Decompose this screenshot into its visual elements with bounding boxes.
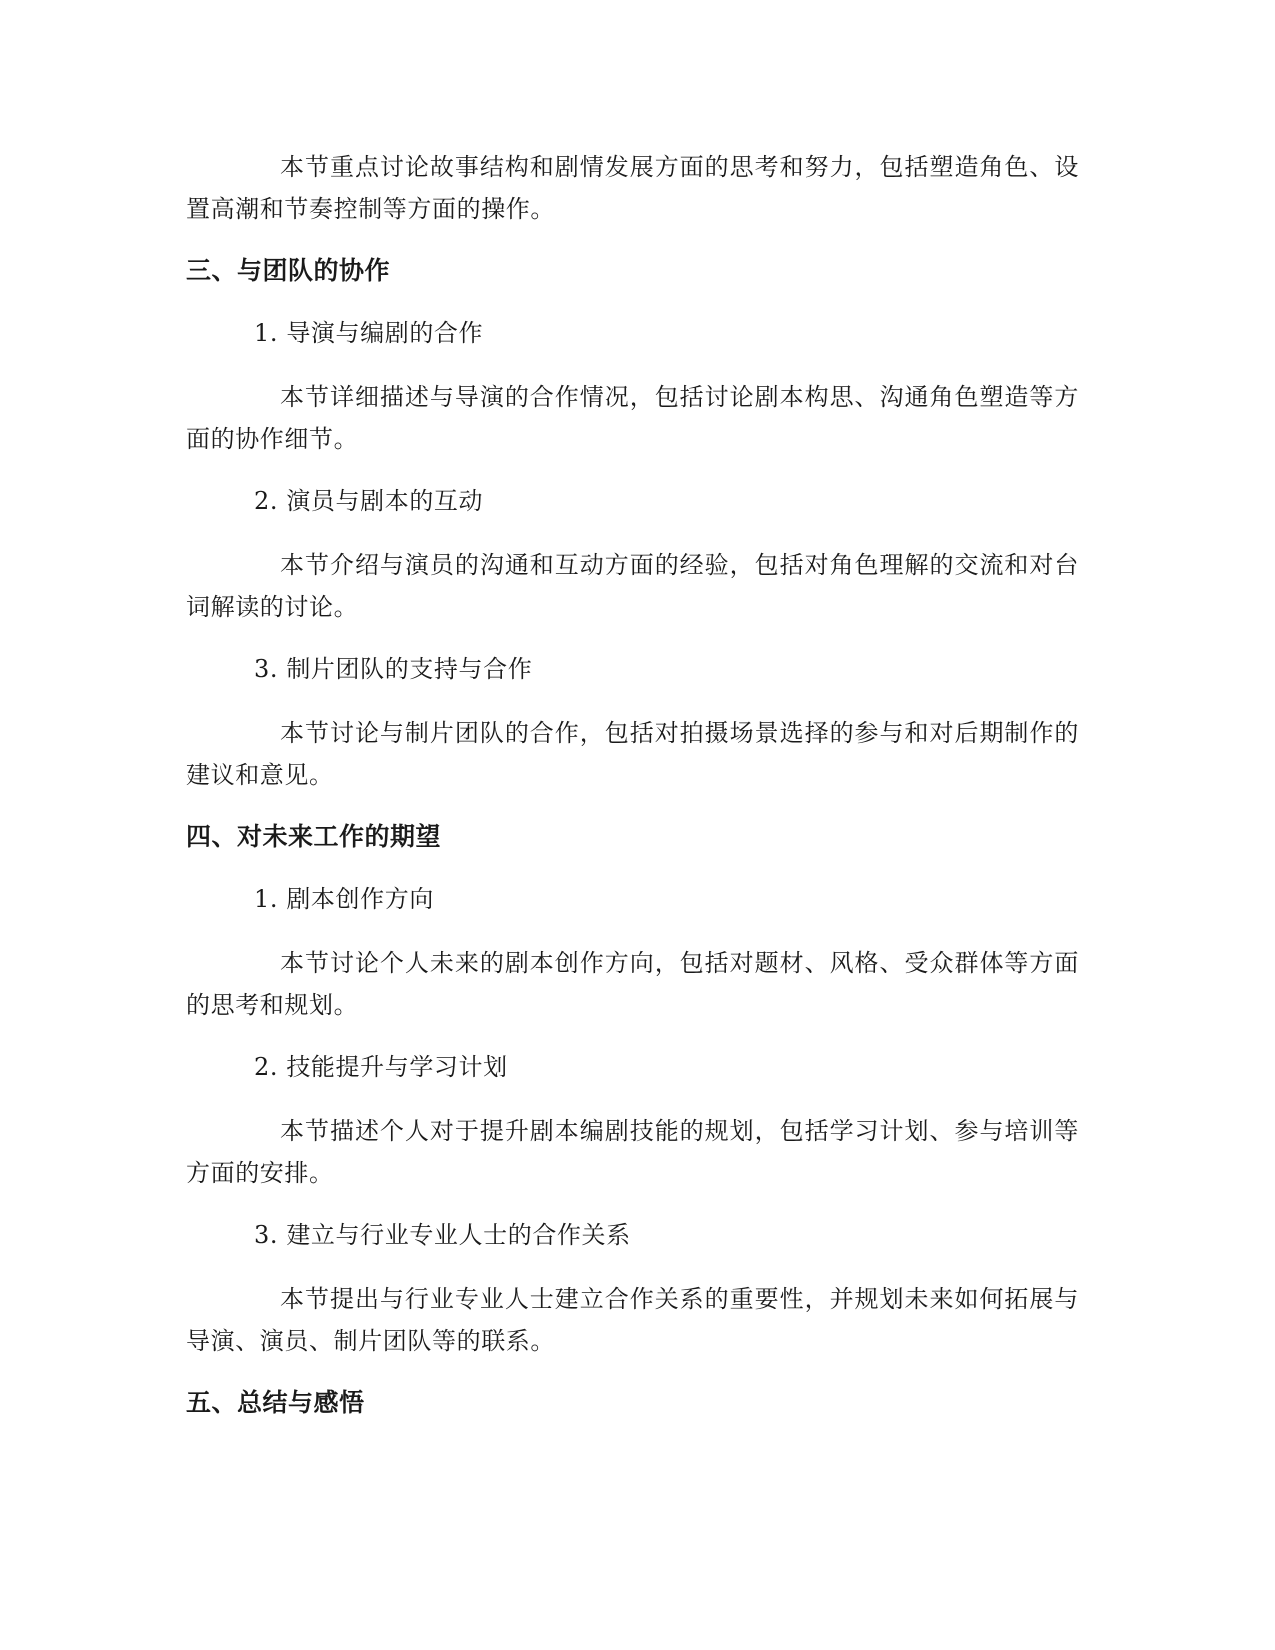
- subsection-director-writer: 1. 导演与编剧的合作: [254, 319, 484, 347]
- paragraph-creative-direction: 本节讨论个人未来的剧本创作方向，包括对题材、风格、受众群体等方面的思考和规划。: [186, 949, 1079, 1019]
- paragraph-actor-interaction: 本节介绍与演员的沟通和互动方面的经验，包括对角色理解的交流和对台词解读的讨论。: [186, 551, 1079, 621]
- subsection-skill-improvement: 2. 技能提升与学习计划: [254, 1053, 508, 1081]
- paragraph-story-structure: 本节重点讨论故事结构和剧情发展方面的思考和努力，包括塑造角色、设置高潮和节奏控制等方面的操作。: [186, 153, 1079, 223]
- subsection-production-team: 3. 制片团队的支持与合作: [254, 655, 533, 683]
- subsection-actor-script: 2. 演员与剧本的互动: [254, 487, 484, 515]
- subsection-industry-relations: 3. 建立与行业专业人士的合作关系: [254, 1221, 631, 1249]
- section-heading-summary: 五、总结与感悟: [186, 1388, 365, 1417]
- section-heading-team-collaboration: 三、与团队的协作: [186, 256, 391, 285]
- section-heading-future-expectations: 四、对未来工作的期望: [186, 822, 442, 851]
- paragraph-skill-improvement: 本节描述个人对于提升剧本编剧技能的规划，包括学习计划、参与培训等方面的安排。: [186, 1117, 1079, 1187]
- paragraph-director-collaboration: 本节详细描述与导演的合作情况，包括讨论剧本构思、沟通角色塑造等方面的协作细节。: [186, 383, 1079, 453]
- document-page: [186, 146, 1079, 1446]
- subsection-creative-direction: 1. 剧本创作方向: [254, 885, 434, 913]
- paragraph-production-team: 本节讨论与制片团队的合作，包括对拍摄场景选择的参与和对后期制作的建议和意见。: [186, 719, 1079, 789]
- paragraph-industry-relations: 本节提出与行业专业人士建立合作关系的重要性，并规划未来如何拓展与导演、演员、制片团队等的联系。: [186, 1285, 1079, 1355]
